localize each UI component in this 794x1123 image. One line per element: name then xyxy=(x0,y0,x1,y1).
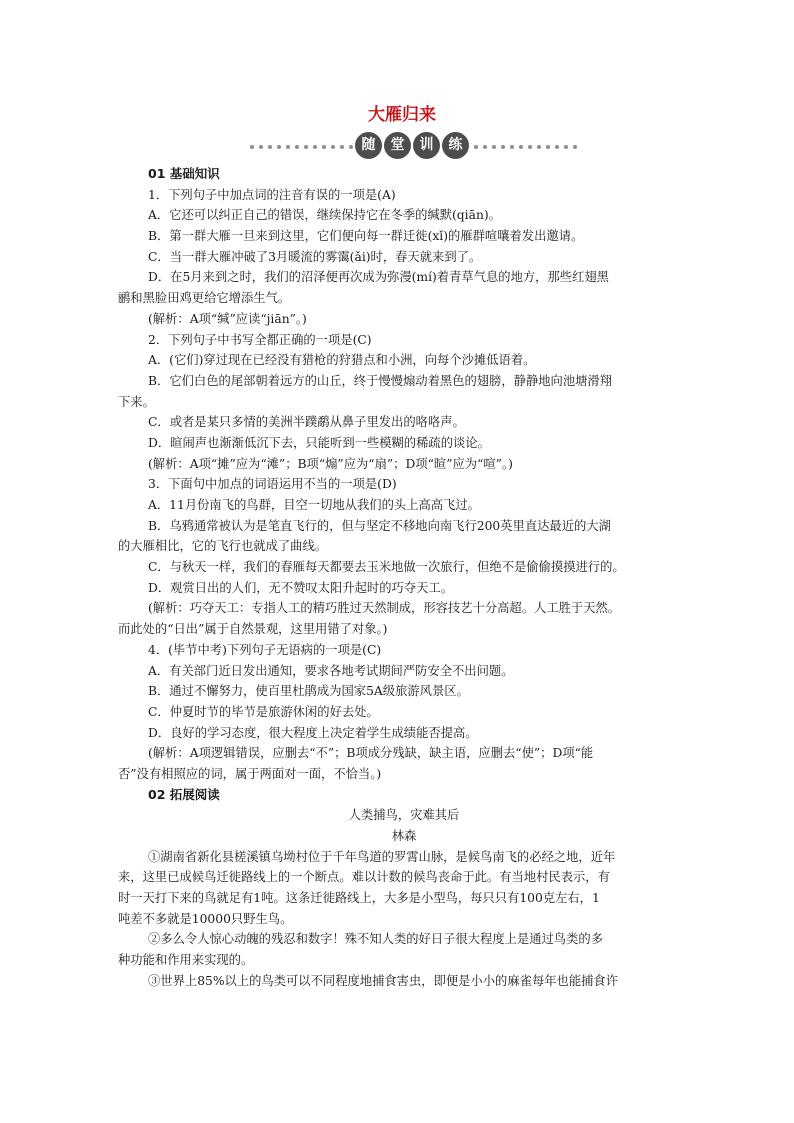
option-line: B．乌鸦通常被认为是笔直飞行的，但与坚定不移地向南飞行200英里直达最近的大湖 xyxy=(148,518,611,533)
analysis-line: 否”没有相照应的词，属于两面对一面，不恰当。) xyxy=(118,766,382,781)
section-banner xyxy=(118,130,678,164)
paragraph-line: 种功能和作用来实现的。 xyxy=(118,953,254,968)
option-line: A．它还可以纠正自己的错误，继续保持它在冬季的缄默(qiān)。 xyxy=(148,208,501,223)
page-title: 大雁归来 xyxy=(368,105,436,125)
option-line: D．在5月来到之时，我们的沼泽便再次成为弥漫(mí)着青草气息的地方，那些红翅黑 xyxy=(148,270,609,285)
option-line: C．或者是某只多情的美洲半蹼鹬从鼻子里发出的咯咯声。 xyxy=(148,415,465,430)
option-line: 鹂和黑脸田鸡更给它增添生气。 xyxy=(118,291,291,306)
option-line: C．与秋天一样，我们的春雁每天都要去玉米地做一次旅行，但绝不是偷偷摸摸进行的。 xyxy=(148,560,625,575)
option-line: D．暄闹声也渐渐低沉下去，只能听到一些模糊的稀疏的谈论。 xyxy=(148,435,490,450)
paragraph-line: ①湖南省新化县槎溪镇乌坳村位于千年鸟道的罗霄山脉，是候鸟南飞的必经之地，近年 xyxy=(148,849,616,864)
section-heading-reading: 02 拓展阅读 xyxy=(148,786,220,802)
banner-label xyxy=(355,132,469,159)
analysis-line: (解析：巧夺天工：专指人工的精巧胜过天然制成，形容技艺十分高超。人工胜于天然。 xyxy=(148,601,621,616)
banner-char: 训 xyxy=(413,132,440,159)
banner-char: 随 xyxy=(355,132,382,159)
question-line: 3．下面句中加点的词语运用不当的一项是(D) xyxy=(148,477,397,492)
paragraph-line: 时一天打下来的鸟就足有1吨。这条迁徙路线上，大多是小型鸟，每只只有100克左右，1 xyxy=(118,891,600,906)
analysis-line: (解析：A项逻辑错误，应删去“不”；B项成分残缺，缺主语，应删去“使”；D项“能 xyxy=(148,746,594,761)
option-line: D．观赏日出的人们，无不赞叹太阳升起时的巧夺天工。 xyxy=(148,580,453,595)
paragraph-line: 吨差不多就是10000只野生鸟。 xyxy=(118,911,293,926)
option-line: D．良好的学习态度，很大程度上决定着学生成绩能否提高。 xyxy=(148,725,478,740)
option-line: A．有关部门近日发出通知，要求各地考试期间严防安全不出问题。 xyxy=(148,663,514,678)
article-author: 林森 xyxy=(391,829,417,843)
option-line: C．仲夏时节的毕节是旅游休闲的好去处。 xyxy=(148,704,379,719)
banner-char: 堂 xyxy=(384,132,411,159)
analysis-line: (解析：A项“摊”应为“滩”；B项“煽”应为“扇”；D项“暄”应为“喧”。) xyxy=(148,456,513,471)
option-line: A．11月份南飞的鸟群，目空一切地从我们的头上高高飞过。 xyxy=(148,498,480,512)
option-line: A．(它们)穿过现在已经没有猎枪的狩猎点和小洲，向每个沙摊低语着。 xyxy=(148,353,536,368)
analysis-line: (解析：A项“缄”应读“jiān”。) xyxy=(148,311,307,326)
analysis-line: 而此处的“日出”属于自然景观，这里用错了对象。) xyxy=(118,622,388,637)
paragraph-line: ②多么令人惊心动魄的残忍和数字！殊不知人类的好日子很大程度上是通过鸟类的多 xyxy=(148,932,603,947)
question-line: 2．下列句子中书写全都正确的一项是(C) xyxy=(148,332,372,347)
option-line: 下来。 xyxy=(118,394,155,409)
option-line: B．第一群大雁一旦来到这里，它们便向每一群迁徙(xǐ)的雁群喧嚷着发出邀请。 xyxy=(148,229,584,244)
option-line: 的大雁相比，它的飞行也就成了曲线。 xyxy=(118,539,328,554)
article-title: 人类捕鸟，灾难其后 xyxy=(348,808,460,823)
question-line: 1．下列句子中加点词的注音有误的一项是(A) xyxy=(148,187,396,202)
question-line: 4．(毕节中考)下列句子无语病的一项是(C) xyxy=(148,642,382,657)
option-line: C．当一群大雁冲破了3月暖流的雾霭(ǎi)时，春天就来到了。 xyxy=(148,249,482,264)
option-line: B．通过不懈努力，使百里杜鹃成为国家5A级旅游风景区。 xyxy=(148,684,469,699)
banner-char: 练 xyxy=(442,132,469,159)
option-line: B．它们白色的尾部朝着远方的山丘，终于慢慢煽动着黑色的翅膀，静静地向池塘滑翔 xyxy=(148,373,613,388)
paragraph-line: 来，这里已成候鸟迁徙路线上的一个断点。难以计数的候鸟丧命于此。有当地村民表示，有 xyxy=(118,870,610,885)
banner-dots-left xyxy=(250,145,353,149)
section-heading-basics: 01 基础知识 xyxy=(148,166,220,181)
banner-dots-right xyxy=(474,145,577,149)
paragraph-line: ③世界上85%以上的鸟类可以不同程度地捕食害虫，即便是小小的麻雀每年也能捕食许 xyxy=(148,973,619,988)
page xyxy=(118,100,678,992)
